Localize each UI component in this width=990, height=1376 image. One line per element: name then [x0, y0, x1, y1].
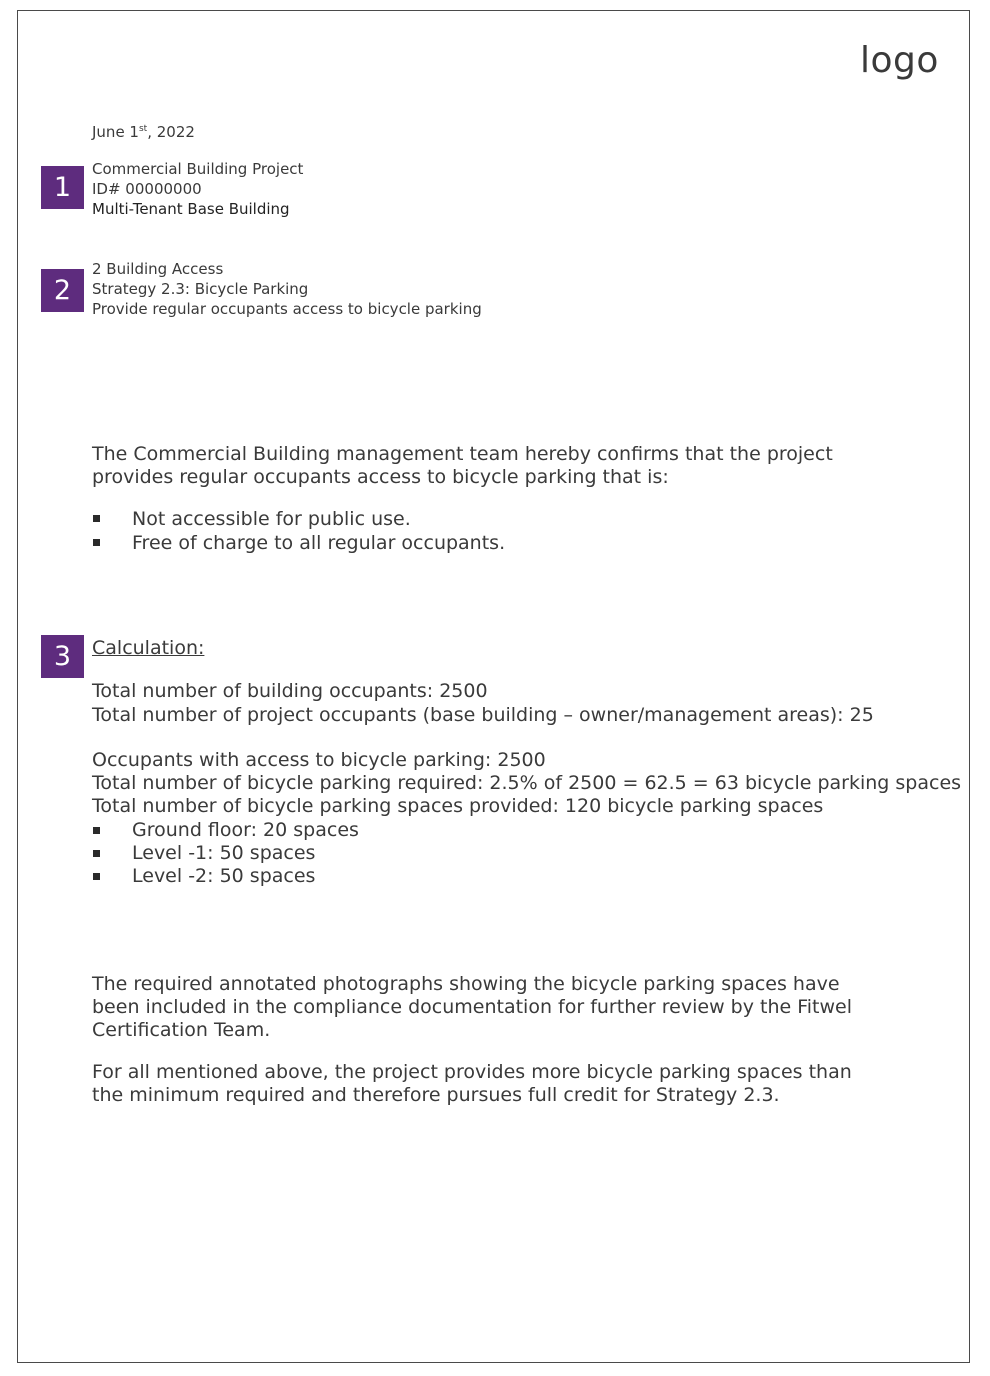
bullet-square-icon — [93, 539, 100, 546]
bullet-square-icon — [93, 827, 100, 834]
list-item: Not accessible for public use. — [92, 507, 505, 531]
strategy-name: Strategy 2.3: Bicycle Parking — [92, 280, 309, 298]
building-occupants: Total number of building occupants: 2500 — [92, 680, 488, 702]
parking-required: Total number of bicycle parking required: 2.5% of 2500 = 62.5 = 63 bicycle parking spaces — [92, 772, 962, 794]
list-item: Level -2: 50 spaces — [92, 865, 359, 888]
logo-placeholder: logo — [860, 40, 939, 81]
project-occupants: Total number of project occupants (base building – owner/management areas): 25 — [92, 704, 874, 726]
section-2-marker: 2 — [41, 269, 84, 312]
occupants-with-access: Occupants with access to bicycle parking: 2500 — [92, 749, 546, 771]
concept-name: 2 Building Access — [92, 260, 224, 278]
confirmation-paragraph: The Commercial Building management team hereby confirms that the project provides regular occupants access to bicycle parking that is: — [92, 443, 833, 488]
document-date: June 1st, 2022 — [92, 123, 195, 141]
bullet-square-icon — [93, 515, 100, 522]
project-name: Commercial Building Project — [92, 160, 304, 178]
parking-counts — [92, 749, 961, 818]
section-1-marker: 1 — [41, 166, 84, 209]
project-type: Multi-Tenant Base Building — [92, 200, 290, 218]
calculation-heading: Calculation: — [92, 637, 205, 659]
strategy-description: Provide regular occupants access to bicycle parking — [92, 300, 482, 318]
occupant-counts — [92, 679, 874, 727]
strategy-info — [92, 259, 482, 319]
parking-provided: Total number of bicycle parking spaces provided: 120 bicycle parking spaces — [92, 795, 824, 817]
project-id: ID# 00000000 — [92, 180, 202, 198]
project-info — [92, 159, 303, 219]
conclusion-paragraph: For all mentioned above, the project provides more bicycle parking spaces than the minimum required and therefore pursues full credit for Strategy 2.3. — [92, 1061, 852, 1106]
photographs-paragraph: The required annotated photographs showing the bicycle parking spaces have been included in the compliance documentation for further review by the Fitwel Certification Team. — [92, 973, 852, 1041]
list-item: Free of charge to all regular occupants. — [92, 531, 505, 555]
parking-levels-list — [92, 819, 359, 888]
list-item: Level -1: 50 spaces — [92, 842, 359, 865]
confirmation-list — [92, 507, 505, 555]
list-item: Ground floor: 20 spaces — [92, 819, 359, 842]
bullet-square-icon — [93, 873, 100, 880]
bullet-square-icon — [93, 850, 100, 857]
section-3-marker: 3 — [41, 635, 84, 678]
